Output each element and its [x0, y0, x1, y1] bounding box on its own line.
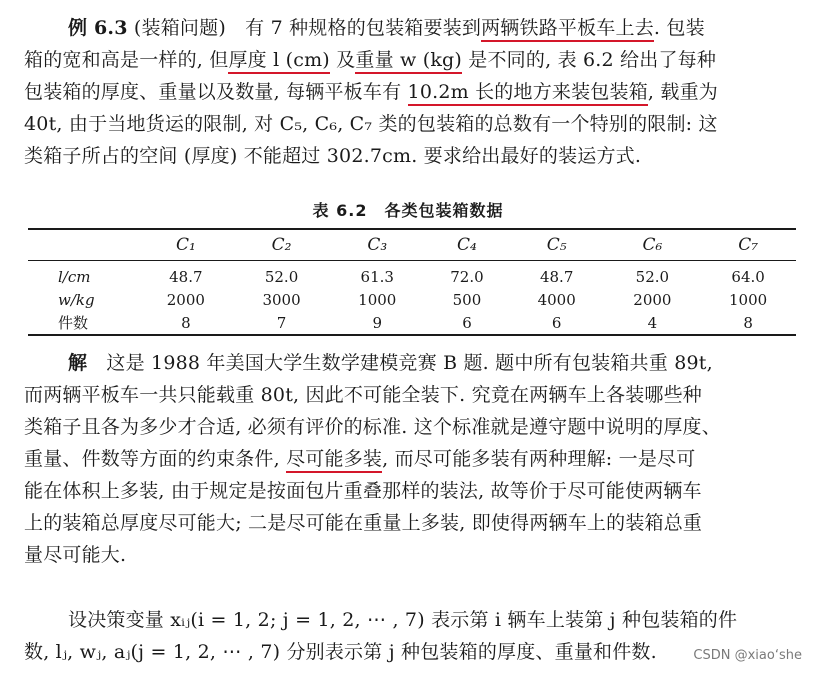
solution-label: 解 [68, 352, 88, 374]
text-span: , 载重为 [647, 81, 718, 103]
text-line [24, 76, 804, 108]
table-cell: 48.7 [539, 267, 574, 286]
example-label: 例 6.3 [68, 17, 128, 39]
table-cell: 1000 [729, 290, 768, 309]
table-cell: 48.7 [169, 267, 203, 286]
column-header: C₇ [738, 235, 759, 255]
table-cell: 9 [372, 313, 383, 332]
column-header: C₅ [546, 235, 567, 255]
table-cell: 1000 [358, 290, 397, 309]
text-span: 是不同的, 表 6.2 给出了每种 [462, 49, 717, 71]
underlined-text: 尽可能多装 [286, 448, 382, 473]
text-line: 量尽可能大. [24, 544, 127, 566]
text-line: 40t, 由于当地货运的限制, 对 C₅, C₆, C₇ 类的包装箱的总数有一个特别的限制: 这 [24, 113, 718, 135]
table-cell: 52.0 [635, 267, 670, 286]
table-cell: 4000 [537, 290, 576, 309]
text-span: . 包装 [653, 17, 705, 39]
table-cell: 6 [462, 313, 472, 332]
text-line: 数, lⱼ, wⱼ, aⱼ(j = 1, 2, ⋯ , 7) 分别表示第 j 种包装箱的厚度、重量和件数. [24, 641, 657, 663]
underlined-text: 10.2m 长的地方来装包装箱 [408, 81, 648, 106]
box-data-table [28, 228, 796, 336]
table-cell: 8 [743, 313, 753, 332]
table-cell: 8 [181, 313, 191, 332]
text-line [24, 12, 804, 44]
column-header: C₁ [175, 235, 196, 255]
table-cell: 72.0 [450, 267, 484, 286]
text-line [24, 443, 804, 475]
underlined-text: 两辆铁路平板车上去 [481, 17, 654, 42]
table-row [28, 311, 796, 335]
row-header: l/cm [58, 267, 91, 286]
variables-paragraph [24, 604, 804, 668]
table-cell: 61.3 [360, 267, 394, 286]
text-span: 包装箱的厚度、重量以及数量, 每辆平板车有 [24, 81, 408, 103]
text-span: 及 [329, 49, 356, 71]
row-header: 件数 [58, 314, 89, 332]
table-corner-cell [28, 229, 138, 261]
column-header: C₄ [457, 235, 477, 255]
table-cell: 52.0 [264, 267, 299, 286]
text-span: (装箱问题) 有 7 种规格的包装箱要装到 [127, 17, 482, 39]
text-line [24, 44, 804, 76]
text-line: 而两辆平板车一共只能载重 80t, 因此不可能全装下. 究竟在两辆车上各装哪些种 [24, 384, 703, 406]
table-cell: 500 [452, 290, 482, 309]
text-line: 类箱子且各为多少才合适, 必须有评价的标准. 这个标准就是遵守题中说明的厚度、 [24, 416, 721, 438]
text-line: 能在体积上多装, 由于规定是按面包片重叠那样的装法, 故等价于尽可能使两辆车 [24, 480, 702, 502]
watermark: CSDN @xiao‘she [693, 648, 802, 663]
underlined-text: 重量 w (kg) [355, 49, 462, 74]
table-cell: 2000 [166, 290, 205, 309]
table-cell: 64.0 [731, 267, 765, 286]
data-table-container [28, 228, 796, 336]
column-header: C₂ [271, 235, 292, 255]
column-header: C₃ [367, 235, 388, 255]
row-header: w/kg [58, 290, 95, 309]
column-header: C₆ [642, 235, 663, 255]
text-line: 设决策变量 xᵢⱼ(i = 1, 2; j = 1, 2, ⋯ , 7) 表示第 i 辆车上装第 j 种包装箱的件 [68, 609, 738, 631]
text-span: 重量、件数等方面的约束条件, [24, 448, 287, 470]
table-row [28, 288, 796, 311]
text-span: , 而尽可能多装有两种理解: 一是尽可 [382, 448, 696, 470]
table-cell: 2000 [633, 290, 672, 309]
table-row [28, 261, 796, 289]
table-cell: 6 [551, 313, 562, 332]
table-cell: 4 [647, 313, 658, 332]
table-header-row [28, 229, 796, 261]
text-span: 这是 1988 年美国大学生数学建模竞赛 B 题. 题中所有包装箱共重 89t, [87, 352, 713, 374]
table-cell: 3000 [262, 290, 301, 309]
text-line: 上的装箱总厚度尽可能大; 二是尽可能在重量上多装, 即使得两辆车上的装箱总重 [24, 512, 703, 534]
text-line: 类箱子所占的空间 (厚度) 不能超过 302.7cm. 要求给出最好的装运方式. [24, 145, 642, 167]
text-span: 箱的宽和高是一样的, 但 [24, 49, 229, 71]
text-line [24, 347, 804, 379]
underlined-text: 厚度 l (cm) [228, 49, 329, 74]
table-caption: 表 6.2 各类包装箱数据 [312, 201, 504, 220]
problem-paragraph [24, 12, 804, 172]
solution-paragraph [24, 347, 804, 571]
table-cell: 7 [276, 313, 287, 332]
